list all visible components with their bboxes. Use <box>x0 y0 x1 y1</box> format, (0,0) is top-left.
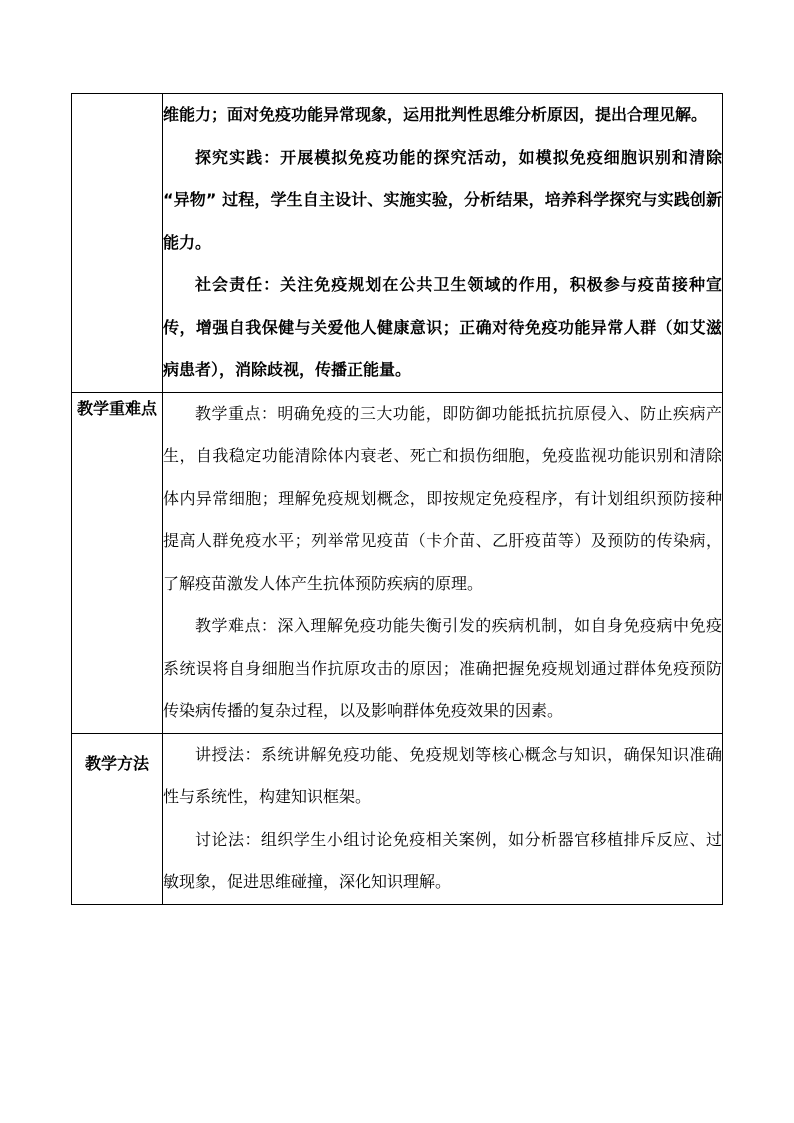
table-row-goals-continued <box>72 94 723 393</box>
paragraph-teaching-focus: 教学重点：明确免疫的三大功能，即防御功能抵抗抗原侵入、防止疾病产生，自我稳定功能清除体内衰老、死亡和损伤细胞，免疫监视功能识别和清除体内异常细胞；理解免疫规划概念，即按规定免疫程序，有计划组织预防接种提高人群免疫水平；列举常见疫苗（卡介苗、乙肝疫苗等）及预防的传染病，了解疫苗激发人体产生抗体预防疾病的原理。 <box>163 403 722 593</box>
row-content-goals <box>163 94 723 393</box>
paragraph-discussion-method: 讨论法：组织学生小组讨论免疫相关案例，如分析器官移植排斥反应、过敏现象，促进思维碰撞，深化知识理解。 <box>163 829 722 891</box>
paragraph-inquiry-practice: 探究实践：开展模拟免疫功能的探究活动，如模拟免疫细胞识别和清除 “异物” 过程，学生自主设计、实施实验，分析结果，培养科学探究与实践创新能力。 <box>163 147 722 252</box>
paragraph-teaching-difficulty: 教学难点：深入理解免疫功能失衡引发的疾病机制，如自身免疫病中免疫系统误将自身细胞当作抗原攻击的原因；准确把握免疫规划通过群体免疫预防传染病传播的复杂过程，以及影响群体免疫效果的因素。 <box>163 616 722 720</box>
row-content-teaching-methods <box>163 733 723 904</box>
lesson-plan-table <box>71 93 723 905</box>
row-label-key-difficulties: 教学重难点 <box>72 392 163 733</box>
paragraph-thinking-continued: 维能力；面对免疫功能异常现象，运用批判性思维分析原因，提出合理见解。 <box>163 105 708 124</box>
table-row-key-difficulties <box>72 392 723 733</box>
paragraph-social-responsibility: 社会责任：关注免疫规划在公共卫生领域的作用，积极参与疫苗接种宣传，增强自我保健与关爱他人健康意识；正确对待免疫功能异常人群（如艾滋病患者），消除歧视，传播正能量。 <box>163 275 722 379</box>
paragraph-lecture-method: 讲授法：系统讲解免疫功能、免疫规划等核心概念与知识，确保知识准确性与系统性，构建知识框架。 <box>163 744 722 806</box>
row-content-key-difficulties <box>163 392 723 733</box>
row-label-teaching-methods: 教学方法 <box>72 733 163 904</box>
table-row-teaching-methods <box>72 733 723 904</box>
row-label-empty <box>72 94 163 393</box>
